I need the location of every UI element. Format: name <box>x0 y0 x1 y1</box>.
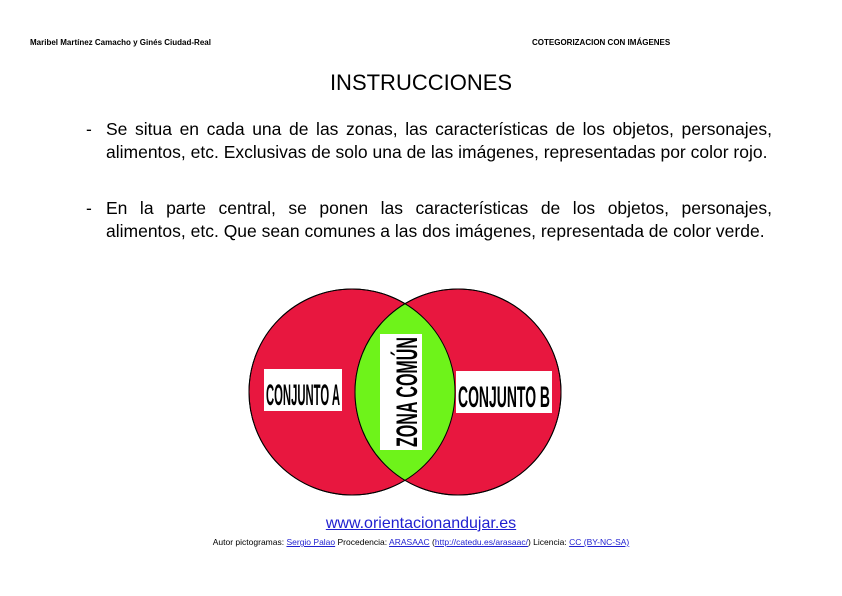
instruction-text: Se situa en cada una de las zonas, las características de los objetos, personajes, alimentos, etc. Exclusivas de solo una de las imágenes, representadas por color rojo. <box>106 119 772 162</box>
venn-diagram <box>250 241 562 497</box>
credits-licencia-link[interactable]: CC (BY-NC-SA) <box>569 537 630 547</box>
credits-procedencia-link[interactable]: ARASAAC <box>389 537 430 547</box>
credits-line: Autor pictogramas: Sergio Palao Procedencia: ARASAAC (http://catedu.es/arasaac/) Licencia: CC (BY-NC-SA) <box>212 537 630 547</box>
instruction-item <box>86 197 772 243</box>
header-authors: Maribel Martínez Camacho y Ginés Ciudad-Real <box>30 38 211 47</box>
credits-licencia-label: Licencia: <box>533 537 567 547</box>
header-topic: COTEGORIZACION CON IMÁGENES <box>532 38 671 47</box>
venn-label-left: CONJUNTO A <box>266 379 340 412</box>
credits-procedencia-url[interactable]: http://catedu.es/arasaac/ <box>434 537 528 547</box>
page-title: INSTRUCCIONES <box>329 70 513 95</box>
venn-label-center: ZONA COMÚN <box>391 241 424 447</box>
instruction-dash: - <box>86 119 92 139</box>
instruction-text: En la parte central, se ponen las características de los objetos, personajes, alimentos, etc. Que sean comunes a las dos imágenes, representada de color verde. <box>106 198 772 241</box>
instruction-dash: - <box>86 198 92 218</box>
credits-autor-label: Autor pictogramas: <box>212 537 285 547</box>
venn-label-right: CONJUNTO B <box>458 381 550 414</box>
credits-autor-link[interactable]: Sergio Palao <box>286 537 336 547</box>
credits-procedencia-label: Procedencia: <box>337 537 388 547</box>
instruction-item <box>86 118 772 164</box>
website-link[interactable]: www.orientacionandujar.es <box>325 515 517 532</box>
